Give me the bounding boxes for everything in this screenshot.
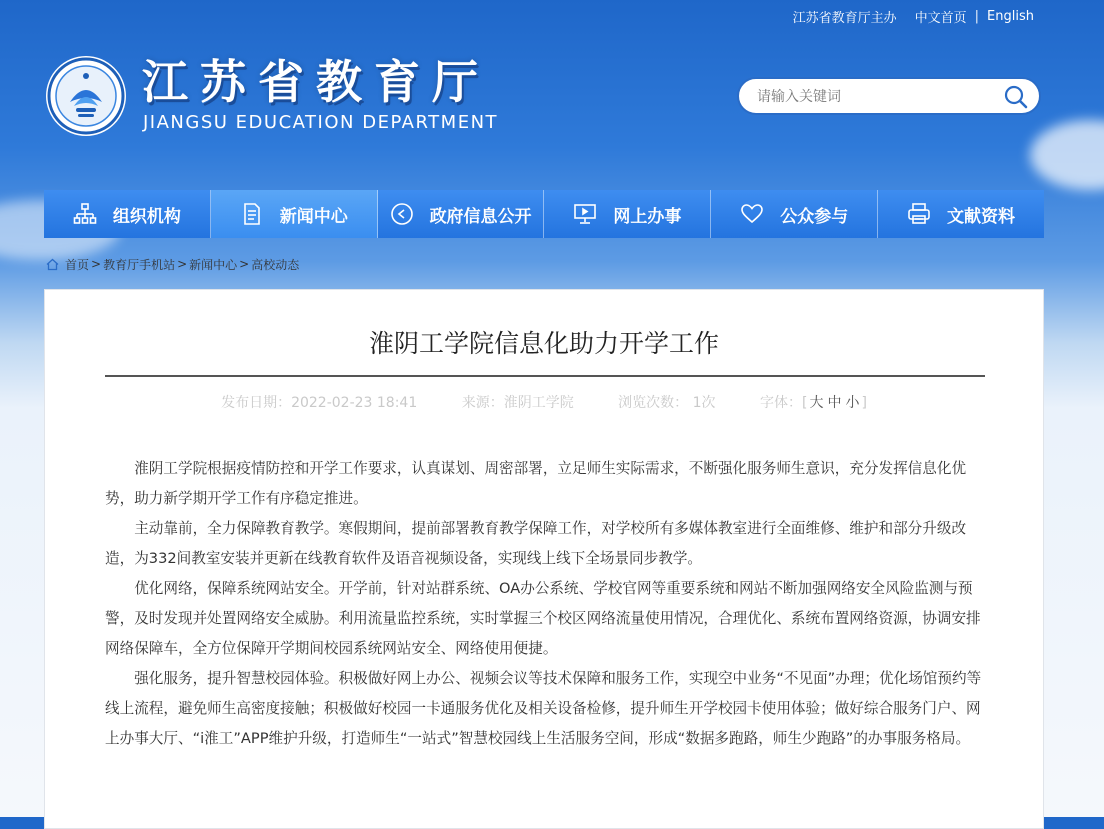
nav-item-org[interactable] — [44, 190, 211, 238]
nav-item-gov-info[interactable] — [378, 190, 545, 238]
font-size-control — [760, 395, 867, 411]
monitor-icon — [573, 202, 597, 226]
article-meta — [45, 393, 1043, 413]
site-title-en: JIANGSU EDUCATION DEPARTMENT — [143, 112, 499, 133]
article-paragraph: 淮阴工学院根据疫情防控和开学工作要求，认真谋划、周密部署，立足师生实际需求，不断强化服务师生意识，充分发挥信息化优势，助力新学期开学工作有序稳定推进。 — [105, 460, 967, 507]
nav-label: 网上办事 — [613, 206, 682, 227]
host-label: 江苏省教育厅主办 — [792, 10, 897, 26]
english-link[interactable]: English — [987, 8, 1034, 24]
nav-item-public[interactable] — [711, 190, 878, 238]
breadcrumb-separator: > — [177, 257, 188, 271]
top-links-bar — [793, 6, 1034, 26]
nav-item-documents[interactable] — [878, 190, 1044, 238]
breadcrumb-separator: > — [239, 257, 250, 271]
site-title-cn: 江苏省教育厅 — [142, 55, 490, 109]
article-paragraph: 强化服务，提升智慧校园体验。积极做好网上办公、视频会议等技术保障和服务工作，实现空中业务“不见面”办理；优化场馆预约等线上流程，避免师生高密度接触；积极做好校园一卡通服务优化及相关设备检修，提升师生开学校园卡使用体验；做好综合服务门户、网上办事大厅、“i淮工”APP维护升级，打造师生“一站式”智慧校园线上生活服务空间，形成“数据多跑路，师生少跑路”的办事服务格局。 — [105, 670, 982, 747]
search-button[interactable] — [1003, 84, 1029, 110]
title-divider — [105, 375, 985, 377]
article-title: 淮阴工学院信息化助力开学工作 — [368, 329, 719, 358]
nav-label: 政府信息公开 — [429, 206, 532, 227]
article-paragraph: 主动靠前，全力保障教育教学。寒假期间，提前部署教育教学保障工作，对学校所有多媒体教室进行全面维修、维护和部分升级改造，为332间教室安装并更新在线教育软件及语音视频设备，实现线上线下全场景同步教学。 — [105, 520, 967, 567]
breadcrumb-home[interactable]: 首页 — [65, 257, 90, 272]
article-source: 来源：淮阴工学院 — [461, 395, 574, 411]
department-logo[interactable] — [44, 54, 128, 138]
breadcrumb-university-news[interactable]: 高校动态 — [251, 257, 300, 272]
cloud-decoration — [1030, 120, 1104, 190]
search-icon — [1003, 84, 1029, 110]
breadcrumb-news-center[interactable]: 新闻中心 — [189, 257, 238, 272]
heart-icon — [740, 202, 764, 226]
search-box — [737, 77, 1041, 115]
publish-date: 发布日期：2022-02-23 18:41 — [221, 395, 418, 411]
printer-icon — [907, 202, 931, 226]
nav-label: 新闻中心 — [279, 206, 348, 227]
article-paragraph: 优化网络，保障系统网站安全。开学前，针对站群系统、OA办公系统、学校官网等重要系统和网站不断加强网络安全风险监测与预警，及时发现并处置网络安全威胁。利用流量监控系统，实时掌握三个校区网络流量使用情况，合理优化、系统布置网络资源，协调安排网络保障车，全方位保障开学期间校园系统网站安全、网络使用便捷。 — [105, 580, 981, 657]
home-icon — [46, 258, 59, 271]
play-circle-icon — [390, 202, 414, 226]
font-bracket-open: [ — [801, 395, 808, 411]
chinese-home-link[interactable]: 中文首页 — [914, 10, 967, 26]
breadcrumb-separator: > — [91, 257, 102, 271]
font-medium-button[interactable]: 中 — [827, 395, 842, 411]
main-nav — [44, 190, 1044, 238]
nav-item-news[interactable] — [211, 190, 378, 238]
nav-item-online-service[interactable] — [544, 190, 711, 238]
nav-label: 公众参与 — [780, 206, 849, 227]
font-size-label: 字体： — [759, 395, 802, 411]
nav-label: 文献资料 — [947, 206, 1016, 227]
font-large-button[interactable]: 大 — [809, 395, 824, 411]
breadcrumb-mobile-site[interactable]: 教育厅手机站 — [103, 257, 176, 272]
font-small-button[interactable]: 小 — [845, 395, 860, 411]
top-divider: | — [974, 8, 980, 24]
view-count: 浏览次数： 1次 — [618, 395, 716, 411]
font-bracket-close: ] — [861, 395, 867, 411]
nav-label: 组织机构 — [112, 206, 181, 227]
breadcrumb — [46, 256, 299, 272]
org-chart-icon — [73, 202, 97, 226]
article-body — [105, 454, 985, 754]
document-icon — [240, 202, 264, 226]
search-input[interactable] — [755, 87, 989, 105]
article-panel — [44, 289, 1044, 829]
